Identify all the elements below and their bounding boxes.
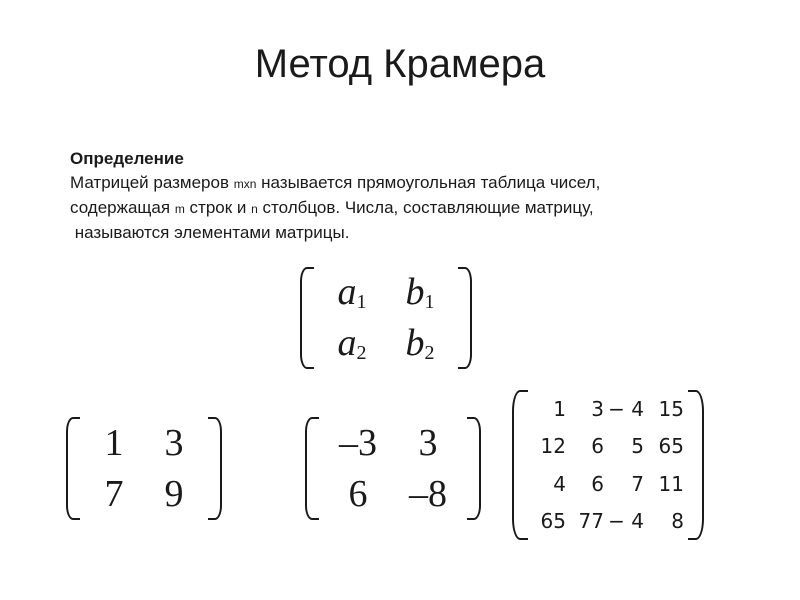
matrix-cell: 7 [104, 473, 124, 516]
def-text: содержащая [70, 198, 175, 217]
matrix-cells [528, 390, 688, 540]
matrix-cell: 1 [104, 421, 124, 464]
def-text: столбцов. Числа, составляющие матрицу, [257, 198, 594, 217]
right-parenthesis [688, 390, 704, 540]
matrix-cell: − 4 [608, 509, 644, 534]
left-parenthesis [300, 267, 314, 369]
def-m: m [174, 202, 185, 216]
matrix-cell: 77 [578, 509, 604, 534]
matrix-cell: $a_2$ [337, 322, 367, 364]
matrix-cell: $b_2$ [405, 322, 435, 364]
right-parenthesis [458, 267, 472, 369]
definition-line-3: называются элементами матрицы. [70, 223, 350, 242]
definition-line-1 [70, 171, 750, 196]
def-x: x [243, 177, 250, 191]
left-parenthesis [305, 417, 319, 520]
slide-title: Метод Крамера [254, 42, 546, 86]
matrix-cell: –8 [409, 473, 447, 516]
matrix-cells [319, 417, 467, 520]
def-text: Матрицей размеров [70, 173, 234, 192]
matrix-cell: $b_1$ [405, 271, 435, 313]
def-text: строк и [184, 198, 252, 217]
matrix-cell: $a_1$ [337, 271, 367, 313]
matrix-2x2-signed [305, 417, 481, 520]
matrix-cell: 6 [591, 471, 604, 496]
left-parenthesis [66, 417, 80, 520]
matrix-cell: 8 [671, 509, 684, 534]
def-text: называется прямоугольная таблица чисел, [256, 173, 601, 192]
matrix-cell: 11 [658, 471, 684, 496]
matrix-cell: 9 [164, 473, 184, 516]
matrix-cell: − 4 [608, 396, 644, 421]
matrix-cell: 6 [348, 473, 368, 516]
matrix-cell: 65 [540, 509, 566, 534]
matrix-4x4 [512, 390, 704, 540]
left-parenthesis [512, 390, 528, 540]
matrix-cell: 6 [591, 434, 604, 459]
definition-line-2 [70, 196, 750, 221]
def-m: m [233, 177, 244, 191]
matrix-cells [314, 267, 458, 369]
matrix-cell: –3 [339, 421, 377, 464]
matrix-cells [80, 417, 208, 520]
matrix-cell: 15 [658, 396, 684, 421]
matrix-cell: 12 [540, 434, 566, 459]
matrix-cell: 3 [591, 396, 604, 421]
definition-block [70, 147, 750, 245]
matrix-cell: 3 [418, 421, 438, 464]
definition-heading: Определение [70, 149, 184, 168]
matrix-cell: 65 [658, 434, 684, 459]
matrix-2x2-positive [66, 417, 222, 520]
symbolic-matrix [300, 267, 472, 369]
right-parenthesis [208, 417, 222, 520]
def-n: n [249, 177, 257, 191]
matrix-cell: 1 [553, 396, 566, 421]
matrix-cell: 4 [553, 471, 566, 496]
right-parenthesis [467, 417, 481, 520]
matrix-cell: 7 [631, 471, 644, 496]
matrix-cell: 5 [631, 434, 644, 459]
def-n: n [251, 202, 258, 216]
matrix-cell: 3 [164, 421, 184, 464]
